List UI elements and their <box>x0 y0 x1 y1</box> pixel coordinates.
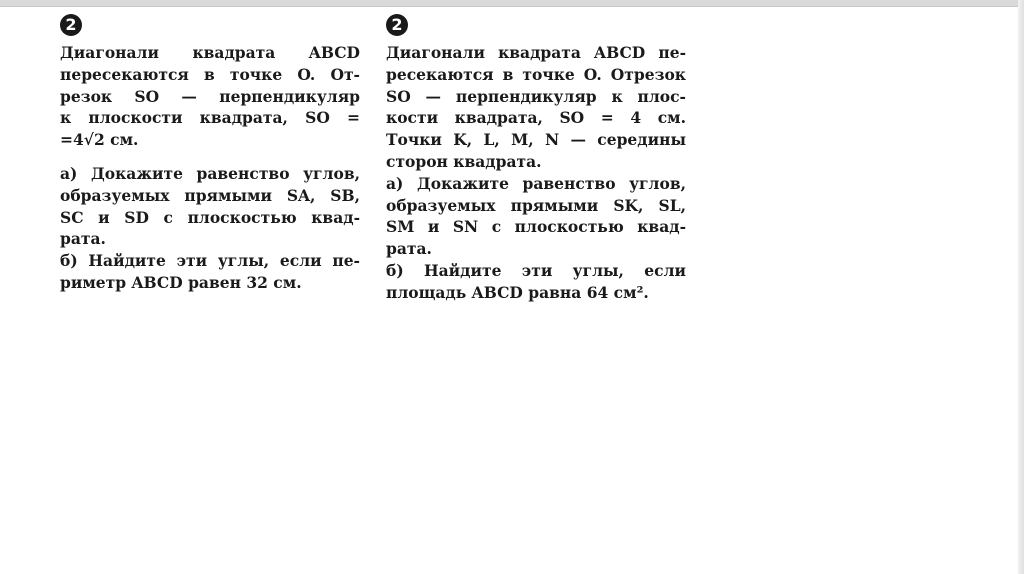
problem-text-line: =4√2 см. <box>60 130 139 150</box>
problem-text-line: образуемых прямыми SK, SL, <box>386 195 686 215</box>
paragraph-gap <box>60 151 360 163</box>
problem-text-line: Диагонали квадрата ABCD пе- <box>386 43 686 62</box>
problem-text-line: Точки K, L, M, N — середины <box>386 130 686 150</box>
problem-text-line: сторон квадрата. <box>386 151 542 171</box>
problem-text-line: а) Докажите равенство углов, <box>386 173 686 193</box>
problem-text-line: SC и SD с плоскостью квад- <box>60 207 360 227</box>
problem-text-line: SO — перпендикуляр к плос- <box>386 86 686 106</box>
problem-number-badge: 2 <box>60 14 82 36</box>
problem-text-line: ресекаются в точке O. Отрезок <box>386 64 686 84</box>
problem-text-line: образуемых прямыми SA, SB, <box>60 185 360 205</box>
problem-right <box>386 14 686 304</box>
problem-number-badge: 2 <box>386 14 408 36</box>
problem-text-line: пересекаются в точке O. От- <box>60 64 360 84</box>
problem-text-line: SM и SN с плоскостью квад- <box>386 217 686 237</box>
problem-text-line: рата. <box>386 239 432 259</box>
problem-text-line: резок SO — перпендикуляр <box>60 86 360 106</box>
window-top-edge <box>0 0 1024 7</box>
problem-text-line: б) Найдите эти углы, если пе- <box>60 251 360 271</box>
problem-text-line: кости квадрата, SO = 4 см. <box>386 108 686 128</box>
problem-left <box>60 14 360 294</box>
problem-text-line: риметр ABCD равен 32 см. <box>60 272 302 292</box>
problem-text-line: а) Докажите равенство углов, <box>60 163 360 183</box>
window-right-edge <box>1018 0 1024 574</box>
problem-text-line: площадь ABCD равна 64 см². <box>386 282 649 302</box>
problem-text-line: Диагонали квадрата ABCD <box>60 43 360 62</box>
problem-text-line: рата. <box>60 229 106 249</box>
problem-text-line: б) Найдите эти углы, если <box>386 260 686 280</box>
problem-text-line: к плоскости квадрата, SO = <box>60 108 360 128</box>
